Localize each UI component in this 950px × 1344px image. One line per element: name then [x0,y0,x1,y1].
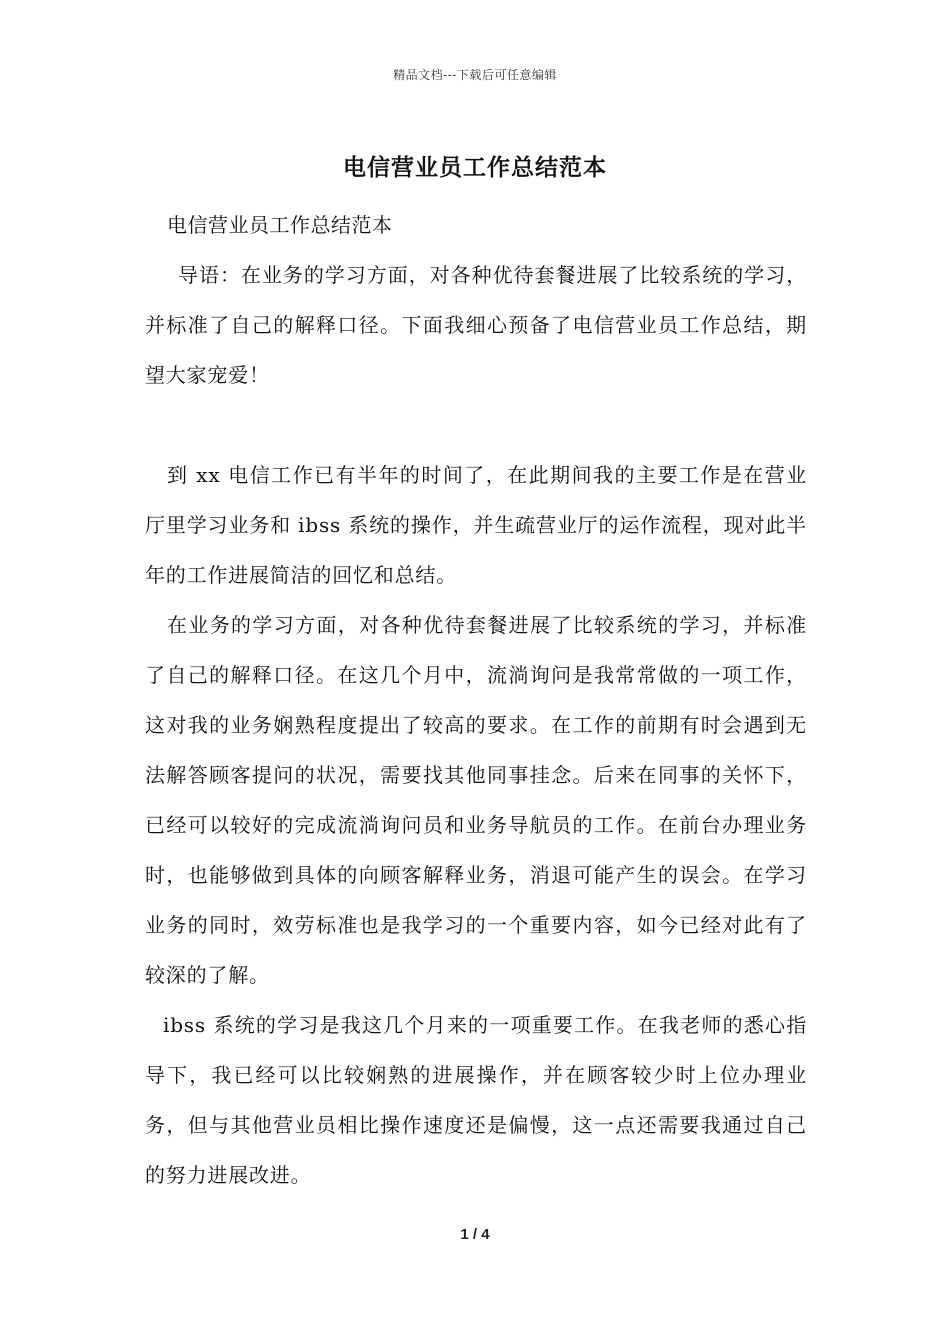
paragraph-spacer [145,400,807,450]
header-note: 精品文档---下载后可任意编辑 [393,68,557,82]
body-paragraph: 到 xx 电信工作已有半年的时间了，在此期间我的主要工作是在营业厅里学习业务和 ibss 系统的操作，并生疏营业厅的运作流程，现对此半年的工作进展简洁的回忆和总结。 [145,463,807,587]
body-paragraph: 在业务的学习方面，对各种优待套餐进展了比较系统的学习，并标准了自己的解释口径。在这几个月中，流淌询问是我常常做的一项工作，这对我的业务娴熟程度提出了较高的要求。在工作的前期有时会遇到无法解答顾客提问的状况，需要找其他同事挂念。后来在同事的关怀下，已经可以较好的完成流淌询问员和业务导航员的工作。在前台办理业务时，也能够做到具体的向顾客解释业务，消退可能产生的误会。在学习业务的同时，效劳标准也是我学习的一个重要内容，如今已经对此有了较深的了解。 [145,613,807,987]
page-number: 1 / 4 [460,1226,490,1243]
document-title: 电信营业员工作总结范本 [343,154,607,181]
document-body [145,200,807,1200]
document-subtitle: 电信营业员工作总结范本 [167,213,393,237]
body-paragraph: ibss 系统的学习是我这几个月来的一项重要工作。在我老师的悉心指导下，我已经可以比较娴熟的进展操作，并在顾客较少时上位办理业务，但与其他营业员相比操作速度还是偏慢，这一点还需要我通过自己的努力进展改进。 [145,1013,807,1187]
intro-paragraph: 导语：在业务的学习方面，对各种优待套餐进展了比较系统的学习，并标准了自己的解释口径。下面我细心预备了电信营业员工作总结，期望大家宠爱！ [145,263,807,387]
